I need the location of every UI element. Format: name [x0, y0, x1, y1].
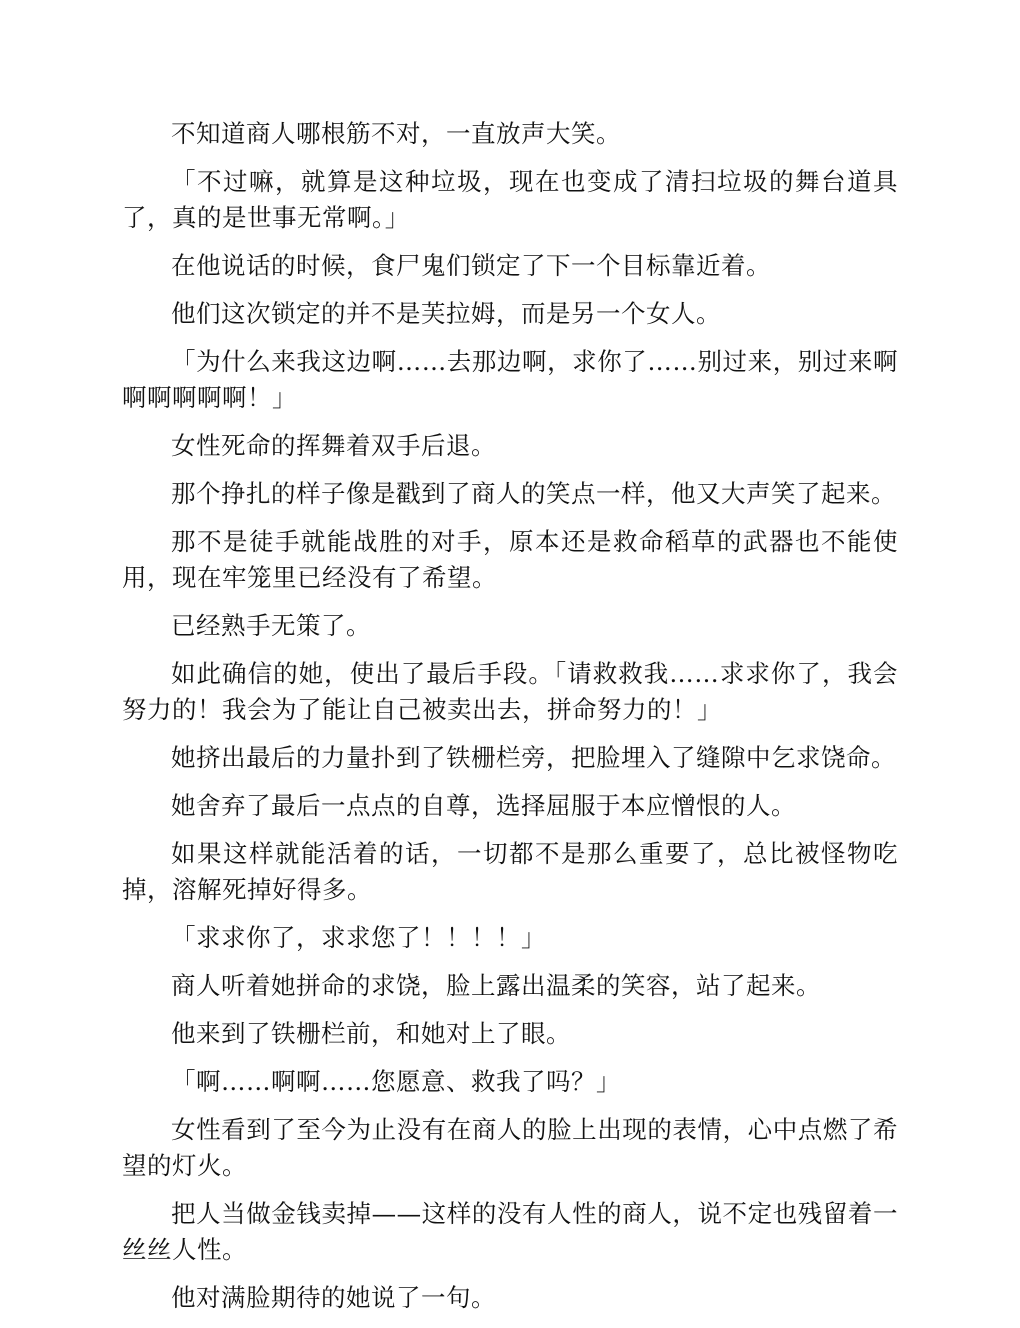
paragraph: 他来到了铁栅栏前，和她对上了眼。: [171, 1019, 571, 1048]
paragraph: 那个挣扎的样子像是戳到了商人的笑点一样，他又大声笑了起来。: [171, 479, 896, 508]
paragraph: 那不是徒手就能战胜的对手，原本还是救命稻草的武器也不能使用，现在牢笼里已经没有了希望。: [122, 527, 898, 592]
paragraph: 不知道商人哪根筋不对，一直放声大笑。: [171, 119, 621, 148]
paragraph: 他对满脸期待的她说了一句。: [171, 1283, 496, 1312]
paragraph: 如果这样就能活着的话，一切都不是那么重要了，总比被怪物吃掉，溶解死掉好得多。: [122, 839, 898, 904]
paragraph: 女性看到了至今为止没有在商人的脸上出现的表情，心中点燃了希望的灯火。: [122, 1115, 898, 1180]
paragraph: 她舍弃了最后一点点的自尊，选择屈服于本应憎恨的人。: [171, 791, 796, 820]
paragraph: 把人当做金钱卖掉——这样的没有人性的商人，说不定也残留着一丝丝人性。: [122, 1199, 898, 1264]
paragraph: 女性死命的挥舞着双手后退。: [171, 431, 496, 460]
paragraph: 「为什么来我这边啊……去那边啊，求你了……别过来，别过来啊啊啊啊啊啊！」: [122, 347, 898, 412]
document-body: [122, 116, 898, 1328]
paragraph: 如此确信的她，使出了最后手段。「请救救我……求求你了，我会努力的！我会为了能让自己被卖出去，拼命努力的！」: [122, 659, 898, 724]
paragraph: 她挤出最后的力量扑到了铁栅栏旁，把脸埋入了缝隙中乞求饶命。: [171, 743, 896, 772]
paragraph: 「啊……啊啊……您愿意、救我了吗？」: [171, 1067, 621, 1096]
paragraph: 在他说话的时候，食尸鬼们锁定了下一个目标靠近着。: [171, 251, 771, 280]
paragraph: 商人听着她拼命的求饶，脸上露出温柔的笑容，站了起来。: [171, 971, 821, 1000]
paragraph: 「不过嘛，就算是这种垃圾，现在也变成了清扫垃圾的舞台道具了，真的是世事无常啊。」: [122, 167, 898, 232]
paragraph: 已经熟手无策了。: [171, 611, 371, 640]
paragraph: 「求求你了，求求您了！！！！」: [171, 923, 546, 952]
paragraph: 他们这次锁定的并不是芙拉姆，而是另一个女人。: [171, 299, 721, 328]
